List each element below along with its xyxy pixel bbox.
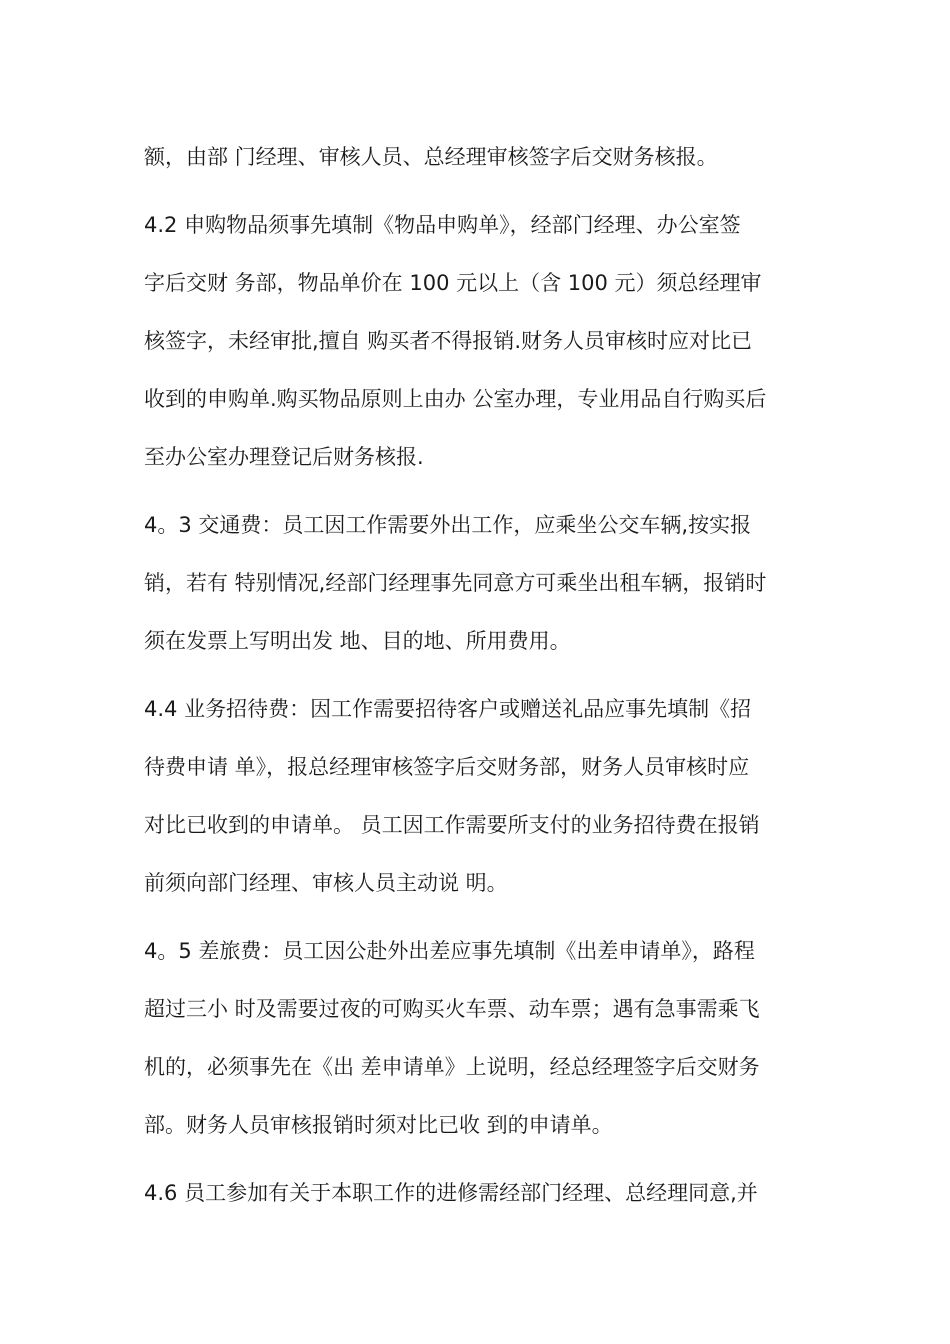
paragraph-4-6-training [144, 1164, 812, 1222]
text-line: 4。5 差旅费：员工因公赴外出差应事先填制《出差申请单》，路程 [144, 939, 755, 963]
text-line: 对比已收到的申请单。 员工因工作需要所支付的业务招待费在报销 [144, 813, 760, 837]
text-line: 收到的申购单.购买物品原则上由办 公室办理，专业用品自行购买后 [144, 387, 767, 411]
paragraph-4-5-travel [144, 922, 812, 1154]
text-line: 4。3 交通费：员工因工作需要外出工作，应乘坐公交车辆,按实报 [144, 513, 752, 537]
text-line: 待费申请 单》，报总经理审核签字后交财务部，财务人员审核时应 [144, 755, 750, 779]
text-line: 机的，必须事先在《出 差申请单》上说明，经总经理签字后交财务 [144, 1055, 760, 1079]
text-line: 部。财务人员审核报销时须对比已收 到的申请单。 [144, 1113, 613, 1137]
text-line: 字后交财 务部，物品单价在 100 元以上（含 100 元）须总经理审 [144, 271, 762, 295]
text-line: 4.2 申购物品须事先填制《物品申购单》，经部门经理、办公室签 [144, 213, 741, 237]
text-line: 销，若有 特别情况,经部门经理事先同意方可乘坐出租车辆，报销时 [144, 571, 767, 595]
text-line: 核签字，未经审批,擅自 购买者不得报销.财务人员审核时应对比已 [144, 329, 753, 353]
paragraph-4-3-transport [144, 496, 812, 670]
text-line: 4.6 员工参加有关于本职工作的进修需经部门经理、总经理同意,并 [144, 1181, 758, 1205]
document-body [144, 128, 812, 1222]
paragraph-approval-continuation [144, 128, 812, 186]
text-line: 须在发票上写明出发 地、目的地、所用费用。 [144, 629, 571, 653]
paragraph-4-4-entertainment [144, 680, 812, 912]
text-line: 4.4 业务招待费：因工作需要招待客户或赠送礼品应事先填制《招 [144, 697, 752, 721]
text-line: 至办公室办理登记后财务核报. [144, 445, 424, 469]
text-line: 前须向部门经理、审核人员主动说 明。 [144, 871, 508, 895]
text-line: 额，由部 门经理、审核人员、总经理审核签字后交财务核报。 [144, 145, 718, 169]
text-line: 超过三小 时及需要过夜的可购买火车票、动车票；遇有急事需乘飞 [144, 997, 760, 1021]
paragraph-4-2-purchasing [144, 196, 812, 486]
